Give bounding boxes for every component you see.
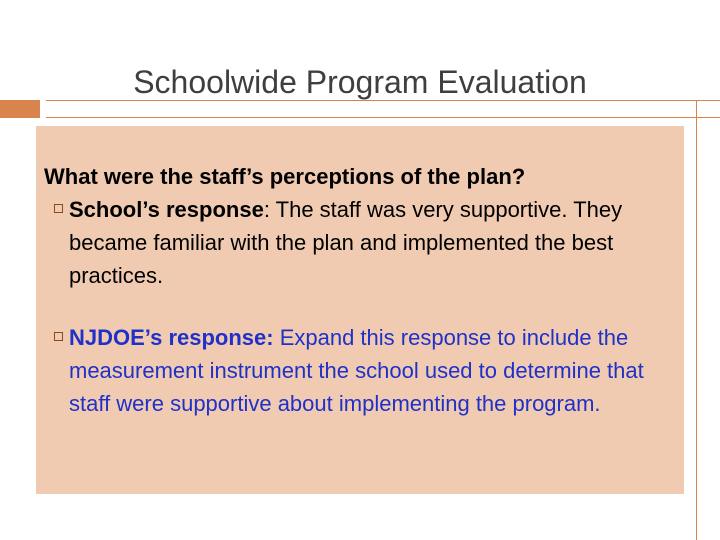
square-bullet-icon — [54, 332, 63, 341]
bullet-text: Expand this response to include the measurement instrument the school used to determine that staff were supportive about implementing the program. — [69, 325, 644, 416]
bullet-text: The staff was very supportive. They became familiar with the plan and implemented the best practices. — [69, 197, 623, 288]
bullet-label: School’s response — [69, 197, 264, 222]
right-rule — [696, 100, 697, 540]
bullet-njdoe-response — [44, 321, 684, 420]
bullet-school-response — [44, 193, 684, 292]
bullet-colon: : — [263, 197, 270, 222]
title-accent-bar — [0, 100, 40, 118]
square-bullet-icon — [54, 204, 63, 213]
slide-title: Schoolwide Program Evaluation — [133, 64, 587, 100]
bullet-label: NJDOE’s response: — [69, 325, 274, 350]
slide-content — [44, 160, 684, 420]
question-heading: What were the staff’s perceptions of the plan? — [44, 164, 526, 189]
title-rule-bottom — [46, 117, 720, 118]
